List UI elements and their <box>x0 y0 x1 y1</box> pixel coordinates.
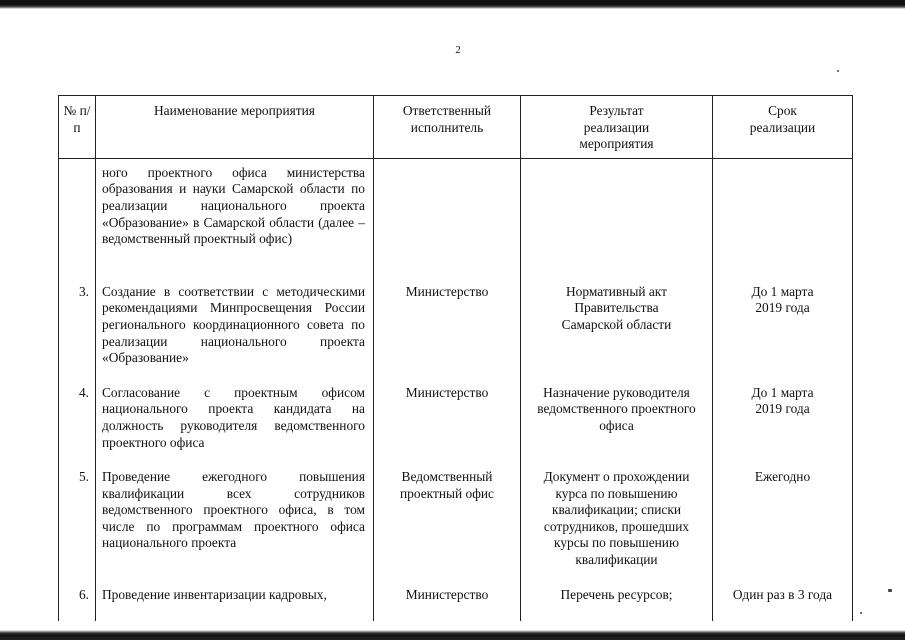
cell-responsible: Министерство <box>374 385 521 469</box>
header-name: Наименование мероприятия <box>96 96 374 159</box>
cell-name: Согласование с проектным офисом национального проекта кандидата на должность руководителя ведомственного проектного офиса <box>96 385 374 469</box>
header-num: № п/п <box>59 96 96 159</box>
scan-bottom-edge <box>0 630 905 640</box>
table-header-row <box>59 96 853 159</box>
cell-num: 6. <box>59 587 96 622</box>
table-row <box>59 469 853 587</box>
scan-top-edge <box>0 0 905 9</box>
cell-term: До 1 марта 2019 года <box>713 266 853 385</box>
scan-speck <box>837 70 839 72</box>
page-number: 2 <box>455 44 461 56</box>
cell-term <box>713 158 853 265</box>
cell-responsible: Министерство <box>374 266 521 385</box>
header-responsible: Ответственный исполнитель <box>374 96 521 159</box>
cell-result: Документ о прохождении курса по повышению квалификации; списки сотрудников, прошедших курсы по повышению квалификации <box>521 469 713 587</box>
table-row <box>59 587 853 622</box>
table-row-continuation <box>59 158 853 265</box>
cell-result: Перечень ресурсов; <box>521 587 713 622</box>
cell-num: 4. <box>59 385 96 469</box>
cell-num <box>59 158 96 265</box>
table-row <box>59 385 853 469</box>
scan-speck <box>888 589 892 592</box>
cell-term: Ежегодно <box>713 469 853 587</box>
cell-responsible: Министерство <box>374 587 521 622</box>
scan-speck <box>860 612 862 614</box>
header-term: Срок реализации <box>713 96 853 159</box>
cell-result: Назначение руководителя ведомственного проектного офиса <box>521 385 713 469</box>
measures-table <box>58 95 853 621</box>
cell-name: ного проектного офиса министерства образования и науки Самарской области по реализации национального проекта «Образование» в Самарской области (далее – ведомственный проектный офис) <box>96 158 374 265</box>
header-result: Результат реализации мероприятия <box>521 96 713 159</box>
cell-name: Создание в соответствии с методическими рекомендациями Минпросвещения России регионального координационного совета по реализации национального проекта «Образование» <box>96 266 374 385</box>
cell-num: 5. <box>59 469 96 587</box>
cell-num: 3. <box>59 266 96 385</box>
cell-result <box>521 158 713 265</box>
table-row <box>59 266 853 385</box>
cell-term: Один раз в 3 года <box>713 587 853 622</box>
cell-responsible <box>374 158 521 265</box>
cell-name: Проведение ежегодного повышения квалификации всех сотрудников ведомственного проектного офиса, в том числе по программам проектного офиса национального проекта <box>96 469 374 587</box>
cell-responsible: Ведомственный проектный офис <box>374 469 521 587</box>
cell-name: Проведение инвентаризации кадровых, <box>96 587 374 622</box>
cell-term: До 1 марта 2019 года <box>713 385 853 469</box>
cell-result: Нормативный акт Правительства Самарской области <box>521 266 713 385</box>
